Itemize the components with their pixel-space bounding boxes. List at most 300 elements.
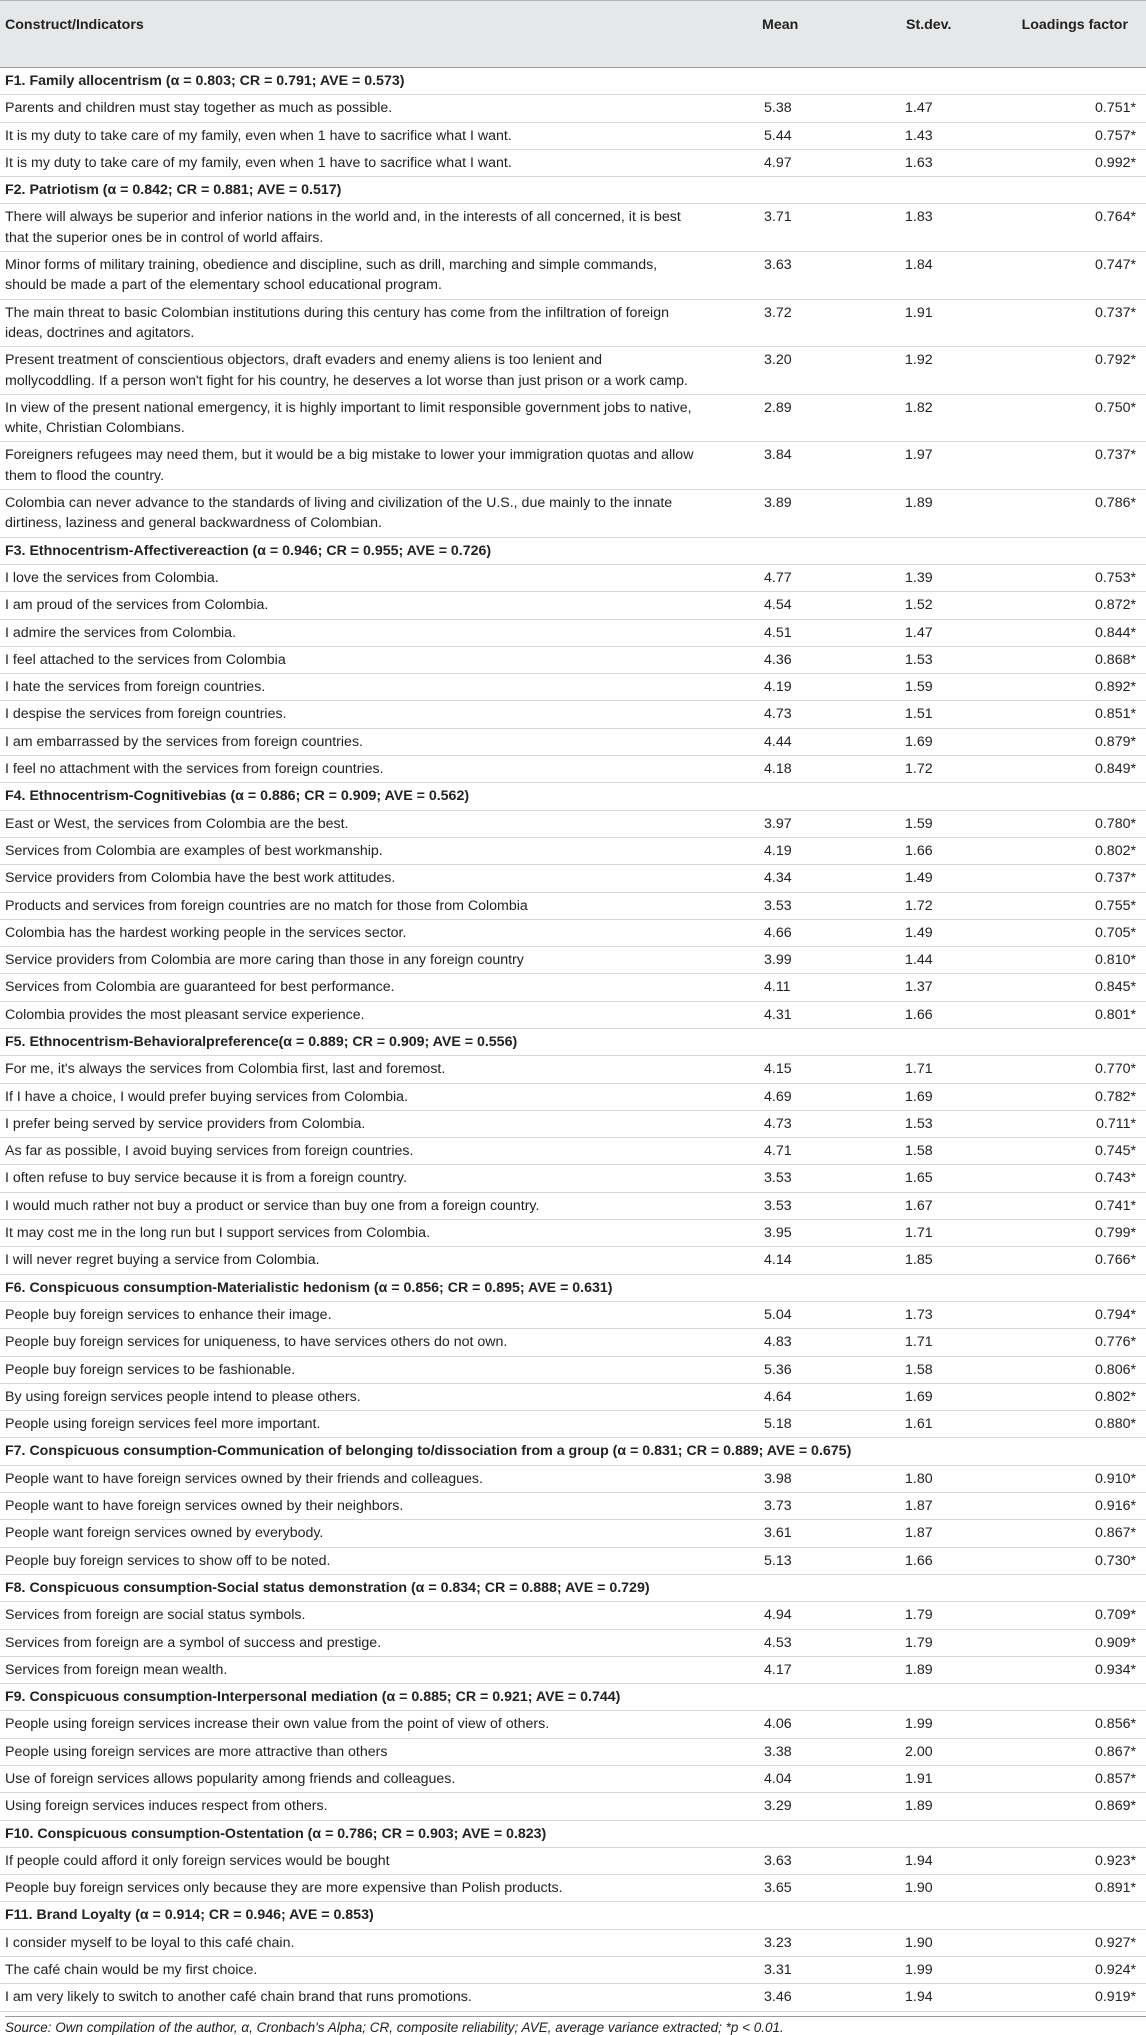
- mean-value: 4.53: [700, 1629, 840, 1656]
- table-row: [0, 564, 1146, 591]
- loading-value: 0.753*: [990, 564, 1146, 591]
- mean-value: 3.53: [700, 1192, 840, 1219]
- table-row: [0, 1301, 1146, 1328]
- indicator-text: I am proud of the services from Colombia.: [0, 592, 700, 619]
- stdev-value: 1.99: [840, 1711, 990, 1738]
- loading-value: 0.743*: [990, 1165, 1146, 1192]
- loading-value: 0.770*: [990, 1056, 1146, 1083]
- mean-value: 5.18: [700, 1411, 840, 1438]
- mean-value: 4.73: [700, 1110, 840, 1137]
- indicator-text: If people could afford it only foreign services would be bought: [0, 1847, 700, 1874]
- table-row: [0, 728, 1146, 755]
- stdev-value: 1.37: [840, 974, 990, 1001]
- loading-value: 0.910*: [990, 1465, 1146, 1492]
- loading-value: 0.872*: [990, 592, 1146, 619]
- stdev-value: 1.58: [840, 1356, 990, 1383]
- mean-value: 3.98: [700, 1465, 840, 1492]
- indicator-text: People want foreign services owned by everybody.: [0, 1520, 700, 1547]
- mean-value: 4.18: [700, 756, 840, 783]
- mean-value: 4.69: [700, 1083, 840, 1110]
- table-row: [0, 1138, 1146, 1165]
- stdev-value: 1.67: [840, 1192, 990, 1219]
- section-title: F4. Ethnocentrism-Cognitivebias (α = 0.886; CR = 0.909; AVE = 0.562): [0, 783, 1146, 810]
- indicator-text: Colombia can never advance to the standards of living and civilization of the U.S., due mainly to the innate dirtiness, laziness and general backwardness of Colombian.: [0, 490, 700, 538]
- stdev-value: 1.91: [840, 1766, 990, 1793]
- stdev-value: 1.69: [840, 1083, 990, 1110]
- table-row: [0, 347, 1146, 395]
- stdev-value: 1.66: [840, 1547, 990, 1574]
- stdev-value: 1.43: [840, 122, 990, 149]
- indicator-text: Products and services from foreign countries are no match for those from Colombia: [0, 892, 700, 919]
- loading-value: 0.891*: [990, 1875, 1146, 1902]
- mean-value: 3.46: [700, 1984, 840, 2011]
- indicator-text: Service providers from Colombia are more caring than those in any foreign country: [0, 947, 700, 974]
- indicator-text: I hate the services from foreign countries.: [0, 674, 700, 701]
- loading-value: 0.766*: [990, 1247, 1146, 1274]
- table-row: [0, 1083, 1146, 1110]
- section-row: [0, 1274, 1146, 1301]
- stdev-value: 1.59: [840, 810, 990, 837]
- indicator-text: Use of foreign services allows popularity among friends and colleagues.: [0, 1766, 700, 1793]
- indicator-text: I feel attached to the services from Colombia: [0, 646, 700, 673]
- indicator-text: Services from Colombia are guaranteed for best performance.: [0, 974, 700, 1001]
- section-title: F7. Conspicuous consumption-Communication of belonging to/dissociation from a group (α = 0.831; CR = 0.889; AVE = 0.675): [0, 1438, 1146, 1465]
- loading-value: 0.709*: [990, 1602, 1146, 1629]
- loading-value: 0.705*: [990, 919, 1146, 946]
- mean-value: 3.53: [700, 1165, 840, 1192]
- loading-value: 0.844*: [990, 619, 1146, 646]
- table-row: [0, 810, 1146, 837]
- stdev-value: 1.47: [840, 95, 990, 122]
- mean-value: 3.89: [700, 490, 840, 538]
- table-row: [0, 674, 1146, 701]
- stdev-value: 1.72: [840, 756, 990, 783]
- source-note: Source: Own compilation of the author, α, Cronbach's Alpha; CR, composite reliability; AVE, average variance extracted; *p < 0.01.: [5, 2016, 1146, 2035]
- loading-value: 0.794*: [990, 1301, 1146, 1328]
- table-row: [0, 1383, 1146, 1410]
- stdev-value: 1.90: [840, 1929, 990, 1956]
- stdev-value: 1.66: [840, 1001, 990, 1028]
- stdev-value: 1.82: [840, 394, 990, 442]
- mean-value: 4.19: [700, 837, 840, 864]
- mean-value: 3.31: [700, 1957, 840, 1984]
- mean-value: 2.89: [700, 394, 840, 442]
- mean-value: 3.72: [700, 299, 840, 347]
- loading-value: 0.869*: [990, 1793, 1146, 1820]
- stdev-value: 1.79: [840, 1602, 990, 1629]
- indicator-text: Minor forms of military training, obedience and discipline, such as drill, marching and simple commands, should be made a part of the elementary school educational program.: [0, 252, 700, 300]
- loading-value: 0.730*: [990, 1547, 1146, 1574]
- loading-value: 0.751*: [990, 95, 1146, 122]
- stdev-value: 1.94: [840, 1847, 990, 1874]
- table-row: [0, 442, 1146, 490]
- table-row: [0, 974, 1146, 1001]
- mean-value: 3.63: [700, 1847, 840, 1874]
- section-row: [0, 1684, 1146, 1711]
- table-row: [0, 837, 1146, 864]
- stdev-value: 1.87: [840, 1520, 990, 1547]
- indicator-text: In view of the present national emergency, it is highly important to limit responsible government jobs to native, white, Christian Colombians.: [0, 394, 700, 442]
- indicator-text: People using foreign services increase their own value from the point of view of others.: [0, 1711, 700, 1738]
- indicator-text: I would much rather not buy a product or service than buy one from a foreign country.: [0, 1192, 700, 1219]
- mean-value: 4.97: [700, 149, 840, 176]
- mean-value: 4.64: [700, 1383, 840, 1410]
- indicator-text: People buy foreign services to be fashionable.: [0, 1356, 700, 1383]
- loading-value: 0.786*: [990, 490, 1146, 538]
- mean-value: 4.04: [700, 1766, 840, 1793]
- mean-value: 3.73: [700, 1493, 840, 1520]
- loading-value: 0.782*: [990, 1083, 1146, 1110]
- loading-value: 0.711*: [990, 1110, 1146, 1137]
- loading-value: 0.737*: [990, 865, 1146, 892]
- table-row: [0, 490, 1146, 538]
- mean-value: 4.34: [700, 865, 840, 892]
- mean-value: 5.13: [700, 1547, 840, 1574]
- section-title: F9. Conspicuous consumption-Interpersonal mediation (α = 0.885; CR = 0.921; AVE = 0.744): [0, 1684, 1146, 1711]
- stdev-value: 1.97: [840, 442, 990, 490]
- loading-value: 0.802*: [990, 1383, 1146, 1410]
- loading-value: 0.745*: [990, 1138, 1146, 1165]
- stdev-value: 1.69: [840, 728, 990, 755]
- table-row: [0, 252, 1146, 300]
- mean-value: 4.73: [700, 701, 840, 728]
- indicator-text: Colombia has the hardest working people in the services sector.: [0, 919, 700, 946]
- stdev-value: 1.63: [840, 149, 990, 176]
- loading-value: 0.757*: [990, 122, 1146, 149]
- indicator-text: East or West, the services from Colombia are the best.: [0, 810, 700, 837]
- indicator-text: Services from Colombia are examples of best workmanship.: [0, 837, 700, 864]
- stdev-value: 1.89: [840, 1793, 990, 1820]
- table-row: [0, 1411, 1146, 1438]
- loading-value: 0.750*: [990, 394, 1146, 442]
- mean-value: 3.95: [700, 1220, 840, 1247]
- mean-value: 4.51: [700, 619, 840, 646]
- table-row: [0, 1192, 1146, 1219]
- table-row: [0, 149, 1146, 176]
- table-row: [0, 646, 1146, 673]
- stdev-value: 1.79: [840, 1629, 990, 1656]
- table-row: [0, 1929, 1146, 1956]
- stdev-value: 1.92: [840, 347, 990, 395]
- mean-value: 4.06: [700, 1711, 840, 1738]
- table-row: [0, 1656, 1146, 1683]
- loading-value: 0.924*: [990, 1957, 1146, 1984]
- header-construct: Construct/Indicators: [0, 1, 700, 68]
- mean-value: 4.77: [700, 564, 840, 591]
- section-row: [0, 1028, 1146, 1055]
- mean-value: 4.11: [700, 974, 840, 1001]
- stdev-value: 1.44: [840, 947, 990, 974]
- section-row: [0, 1574, 1146, 1601]
- indicator-text: It is my duty to take care of my family, even when 1 have to sacrifice what I want.: [0, 122, 700, 149]
- table-row: [0, 1847, 1146, 1874]
- table-row: [0, 204, 1146, 252]
- indicator-text: Service providers from Colombia have the best work attitudes.: [0, 865, 700, 892]
- indicator-text: As far as possible, I avoid buying services from foreign countries.: [0, 1138, 700, 1165]
- indicator-text: I love the services from Colombia.: [0, 564, 700, 591]
- indicator-text: Colombia provides the most pleasant service experience.: [0, 1001, 700, 1028]
- indicator-text: The main threat to basic Colombian institutions during this century has come from the infiltration of foreign ideas, doctrines and agitators.: [0, 299, 700, 347]
- stdev-value: 1.65: [840, 1165, 990, 1192]
- indicator-text: I consider myself to be loyal to this café chain.: [0, 1929, 700, 1956]
- stdev-value: 1.51: [840, 701, 990, 728]
- table-row: [0, 1165, 1146, 1192]
- mean-value: 5.36: [700, 1356, 840, 1383]
- loading-value: 0.764*: [990, 204, 1146, 252]
- mean-value: 4.71: [700, 1138, 840, 1165]
- stdev-value: 1.72: [840, 892, 990, 919]
- stdev-value: 1.91: [840, 299, 990, 347]
- mean-value: 3.97: [700, 810, 840, 837]
- stdev-value: 1.49: [840, 865, 990, 892]
- mean-value: 3.65: [700, 1875, 840, 1902]
- loading-value: 0.802*: [990, 837, 1146, 864]
- stdev-value: 1.49: [840, 919, 990, 946]
- loading-value: 0.919*: [990, 1984, 1146, 2011]
- loading-value: 0.892*: [990, 674, 1146, 701]
- table-row: [0, 756, 1146, 783]
- indicator-text: I despise the services from foreign countries.: [0, 701, 700, 728]
- table-row: [0, 1738, 1146, 1765]
- mean-value: 3.84: [700, 442, 840, 490]
- indicator-text: People buy foreign services to show off to be noted.: [0, 1547, 700, 1574]
- table-row: [0, 1493, 1146, 1520]
- table-body: [0, 68, 1146, 2012]
- table-row: [0, 1984, 1146, 2011]
- loading-value: 0.909*: [990, 1629, 1146, 1656]
- table-row: [0, 619, 1146, 646]
- table-row: [0, 865, 1146, 892]
- table-row: [0, 1356, 1146, 1383]
- table-row: [0, 1711, 1146, 1738]
- table-row: [0, 592, 1146, 619]
- indicator-text: If I have a choice, I would prefer buying services from Colombia.: [0, 1083, 700, 1110]
- mean-value: 3.53: [700, 892, 840, 919]
- indicator-text: People want to have foreign services owned by their friends and colleagues.: [0, 1465, 700, 1492]
- indicator-text: Services from foreign mean wealth.: [0, 1656, 700, 1683]
- section-title: F11. Brand Loyalty (α = 0.914; CR = 0.946; AVE = 0.853): [0, 1902, 1146, 1929]
- mean-value: 3.99: [700, 947, 840, 974]
- mean-value: 3.23: [700, 1929, 840, 1956]
- indicator-text: Services from foreign are a symbol of success and prestige.: [0, 1629, 700, 1656]
- section-row: [0, 1902, 1146, 1929]
- mean-value: 3.20: [700, 347, 840, 395]
- table-row: [0, 892, 1146, 919]
- section-row: [0, 783, 1146, 810]
- table-row: [0, 1602, 1146, 1629]
- loading-value: 0.799*: [990, 1220, 1146, 1247]
- stdev-value: 1.58: [840, 1138, 990, 1165]
- indicator-text: Using foreign services induces respect from others.: [0, 1793, 700, 1820]
- header-loadings: Loadings factor: [990, 1, 1146, 68]
- indicator-text: Services from foreign are social status symbols.: [0, 1602, 700, 1629]
- mean-value: 4.94: [700, 1602, 840, 1629]
- section-row: [0, 1820, 1146, 1847]
- loading-value: 0.741*: [990, 1192, 1146, 1219]
- table-row: [0, 1875, 1146, 1902]
- stdev-value: 1.99: [840, 1957, 990, 1984]
- loading-value: 0.806*: [990, 1356, 1146, 1383]
- table-row: [0, 1520, 1146, 1547]
- stdev-value: 1.61: [840, 1411, 990, 1438]
- indicator-text: Parents and children must stay together as much as possible.: [0, 95, 700, 122]
- mean-value: 3.71: [700, 204, 840, 252]
- indicator-text: By using foreign services people intend to please others.: [0, 1383, 700, 1410]
- section-row: [0, 68, 1146, 95]
- indicator-text: People buy foreign services only because they are more expensive than Polish products.: [0, 1875, 700, 1902]
- loading-value: 0.849*: [990, 756, 1146, 783]
- loading-value: 0.868*: [990, 646, 1146, 673]
- table-row: [0, 1547, 1146, 1574]
- table-row: [0, 1001, 1146, 1028]
- stdev-value: 1.71: [840, 1329, 990, 1356]
- stdev-value: 1.53: [840, 646, 990, 673]
- section-title: F5. Ethnocentrism-Behavioralpreference(α = 0.889; CR = 0.909; AVE = 0.556): [0, 1028, 1146, 1055]
- loading-value: 0.867*: [990, 1738, 1146, 1765]
- stdev-value: 1.71: [840, 1056, 990, 1083]
- section-title: F1. Family allocentrism (α = 0.803; CR = 0.791; AVE = 0.573): [0, 68, 1146, 95]
- section-title: F8. Conspicuous consumption-Social status demonstration (α = 0.834; CR = 0.888; AVE = 0.729): [0, 1574, 1146, 1601]
- table-row: [0, 947, 1146, 974]
- stdev-value: 1.80: [840, 1465, 990, 1492]
- mean-value: 5.38: [700, 95, 840, 122]
- stdev-value: 1.59: [840, 674, 990, 701]
- stdev-value: 1.90: [840, 1875, 990, 1902]
- mean-value: 4.15: [700, 1056, 840, 1083]
- stdev-value: 1.89: [840, 490, 990, 538]
- table-row: [0, 1220, 1146, 1247]
- mean-value: 4.44: [700, 728, 840, 755]
- table-row: [0, 1793, 1146, 1820]
- table-row: [0, 1629, 1146, 1656]
- mean-value: 3.63: [700, 252, 840, 300]
- indicator-text: Present treatment of conscientious objectors, draft evaders and enemy aliens is too lenient and mollycoddling. If a person won't fight for his country, he deserves a lot worse than just prison or a work camp.: [0, 347, 700, 395]
- table-row: [0, 1957, 1146, 1984]
- mean-value: 4.83: [700, 1329, 840, 1356]
- table-header: [0, 1, 1146, 68]
- table-row: [0, 394, 1146, 442]
- section-title: F6. Conspicuous consumption-Materialistic hedonism (α = 0.856; CR = 0.895; AVE = 0.631): [0, 1274, 1146, 1301]
- header-stdev: St.dev.: [840, 1, 990, 68]
- indicator-text: People using foreign services are more attractive than others: [0, 1738, 700, 1765]
- mean-value: 5.04: [700, 1301, 840, 1328]
- stdev-value: 1.52: [840, 592, 990, 619]
- indicator-text: The café chain would be my first choice.: [0, 1957, 700, 1984]
- table-row: [0, 1766, 1146, 1793]
- indicator-text: People want to have foreign services owned by their neighbors.: [0, 1493, 700, 1520]
- loading-value: 0.776*: [990, 1329, 1146, 1356]
- indicator-text: I often refuse to buy service because it is from a foreign country.: [0, 1165, 700, 1192]
- loading-value: 0.801*: [990, 1001, 1146, 1028]
- indicator-text: It may cost me in the long run but I support services from Colombia.: [0, 1220, 700, 1247]
- mean-value: 4.17: [700, 1656, 840, 1683]
- header-mean: Mean: [700, 1, 840, 68]
- indicator-text: People using foreign services feel more important.: [0, 1411, 700, 1438]
- loading-value: 0.810*: [990, 947, 1146, 974]
- stdev-value: 1.83: [840, 204, 990, 252]
- indicator-text: I am very likely to switch to another café chain brand that runs promotions.: [0, 1984, 700, 2011]
- mean-value: 5.44: [700, 122, 840, 149]
- mean-value: 4.19: [700, 674, 840, 701]
- mean-value: 4.66: [700, 919, 840, 946]
- table-row: [0, 1329, 1146, 1356]
- section-title: F3. Ethnocentrism-Affectivereaction (α = 0.946; CR = 0.955; AVE = 0.726): [0, 537, 1146, 564]
- mean-value: 3.38: [700, 1738, 840, 1765]
- loading-value: 0.916*: [990, 1493, 1146, 1520]
- stdev-value: 1.39: [840, 564, 990, 591]
- stdev-value: 1.66: [840, 837, 990, 864]
- mean-value: 3.61: [700, 1520, 840, 1547]
- table-row: [0, 1110, 1146, 1137]
- indicator-text: I will never regret buying a service from Colombia.: [0, 1247, 700, 1274]
- table-row: [0, 1247, 1146, 1274]
- section-row: [0, 537, 1146, 564]
- mean-value: 4.14: [700, 1247, 840, 1274]
- stdev-value: 1.84: [840, 252, 990, 300]
- table-row: [0, 299, 1146, 347]
- stdev-value: 1.47: [840, 619, 990, 646]
- stdev-value: 1.53: [840, 1110, 990, 1137]
- loading-value: 0.755*: [990, 892, 1146, 919]
- loading-value: 0.851*: [990, 701, 1146, 728]
- indicator-text: I prefer being served by service providers from Colombia.: [0, 1110, 700, 1137]
- table-row: [0, 919, 1146, 946]
- loading-value: 0.845*: [990, 974, 1146, 1001]
- loading-value: 0.880*: [990, 1411, 1146, 1438]
- loading-value: 0.857*: [990, 1766, 1146, 1793]
- mean-value: 4.54: [700, 592, 840, 619]
- section-row: [0, 1438, 1146, 1465]
- section-title: F10. Conspicuous consumption-Ostentation (α = 0.786; CR = 0.903; AVE = 0.823): [0, 1820, 1146, 1847]
- section-row: [0, 177, 1146, 204]
- loading-value: 0.879*: [990, 728, 1146, 755]
- loading-value: 0.747*: [990, 252, 1146, 300]
- mean-value: 4.36: [700, 646, 840, 673]
- stdev-value: 2.00: [840, 1738, 990, 1765]
- table-row: [0, 1465, 1146, 1492]
- loading-value: 0.923*: [990, 1847, 1146, 1874]
- indicator-text: It is my duty to take care of my family, even when 1 have to sacrifice what I want.: [0, 149, 700, 176]
- loading-value: 0.792*: [990, 347, 1146, 395]
- indicator-text: People buy foreign services for uniqueness, to have services others do not own.: [0, 1329, 700, 1356]
- indicator-text: Foreigners refugees may need them, but it would be a big mistake to lower your immigration quotas and allow them to flood the country.: [0, 442, 700, 490]
- indicator-text: There will always be superior and inferior nations in the world and, in the interests of all concerned, it is best that the superior ones be in control of world affairs.: [0, 204, 700, 252]
- stdev-value: 1.89: [840, 1656, 990, 1683]
- indicator-text: People buy foreign services to enhance their image.: [0, 1301, 700, 1328]
- loading-value: 0.856*: [990, 1711, 1146, 1738]
- indicator-text: For me, it's always the services from Colombia first, last and foremost.: [0, 1056, 700, 1083]
- stdev-value: 1.85: [840, 1247, 990, 1274]
- table-row: [0, 122, 1146, 149]
- indicator-text: I admire the services from Colombia.: [0, 619, 700, 646]
- loading-value: 0.927*: [990, 1929, 1146, 1956]
- table-row: [0, 1056, 1146, 1083]
- table-row: [0, 95, 1146, 122]
- loading-value: 0.780*: [990, 810, 1146, 837]
- indicator-text: I am embarrassed by the services from foreign countries.: [0, 728, 700, 755]
- indicator-text: I feel no attachment with the services from foreign countries.: [0, 756, 700, 783]
- stdev-value: 1.87: [840, 1493, 990, 1520]
- stdev-value: 1.94: [840, 1984, 990, 2011]
- loading-value: 0.867*: [990, 1520, 1146, 1547]
- stdev-value: 1.69: [840, 1383, 990, 1410]
- mean-value: 4.31: [700, 1001, 840, 1028]
- stdev-value: 1.73: [840, 1301, 990, 1328]
- loading-value: 0.934*: [990, 1656, 1146, 1683]
- loading-value: 0.737*: [990, 442, 1146, 490]
- loading-value: 0.992*: [990, 149, 1146, 176]
- table-row: [0, 701, 1146, 728]
